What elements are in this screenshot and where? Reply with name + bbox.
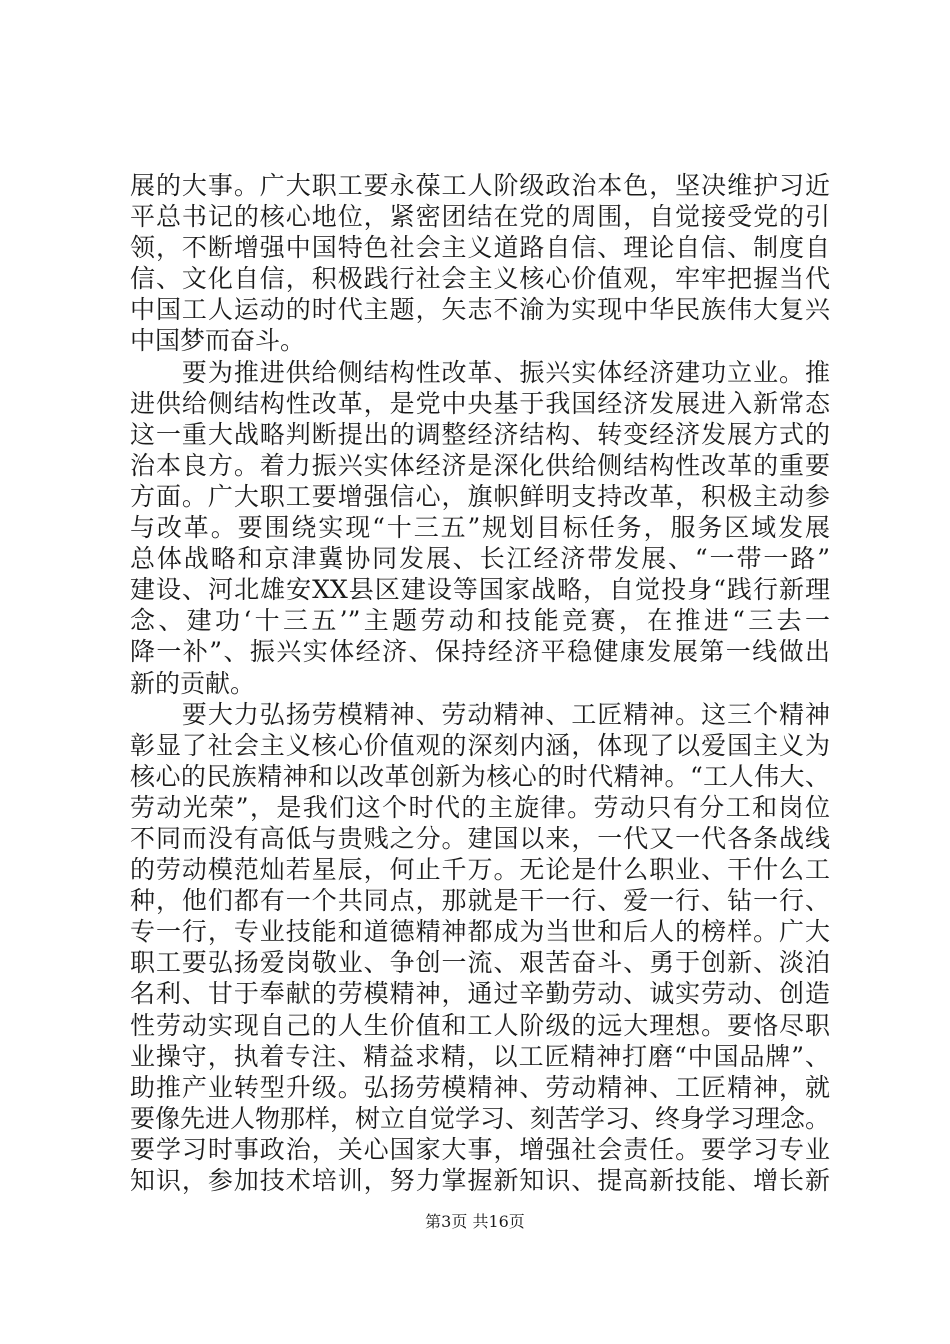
text-line: 治本良方。着力振兴实体经济是深化供给侧结构性改革的重要: [130, 450, 830, 480]
text-line: 新的贡献。: [130, 668, 256, 698]
text-line: 信、文化自信，积极践行社会主义核心价值观，牢牢把握当代: [130, 264, 830, 294]
text-line: 总体战略和京津冀协同发展、长江经济带发展、“一带一路”: [130, 544, 830, 574]
text-line: 专一行，专业技能和道德精神都成为当世和后人的榜样。广大: [130, 917, 830, 947]
text-line: 不同而没有高低与贵贱之分。建国以来，一代又一代各条战线: [130, 823, 830, 853]
page-number-footer: 第3页 共16页: [425, 1212, 525, 1231]
text-line: 领，不断增强中国特色社会主义道路自信、理论自信、制度自: [130, 233, 830, 263]
text-line: 业操守，执着专注、精益求精，以工匠精神打磨“中国品牌”、: [130, 1041, 830, 1071]
text-line: 与改革。要围绕实现“十三五”规划目标任务，服务区域发展: [130, 513, 830, 543]
text-line: 要像先进人物那样，树立自觉学习、刻苦学习、终身学习理念。: [130, 1103, 831, 1133]
text-line: 展的大事。广大职工要永葆工人阶级政治本色，坚决维护习近: [130, 171, 830, 200]
text-line: 职工要弘扬爱岗敬业、争创一流、艰苦奋斗、勇于创新、淡泊: [130, 948, 830, 978]
text-line: 建设、河北雄安XX县区建设等国家战略，自觉投身“践行新理: [130, 575, 830, 605]
text-line: 彰显了社会主义核心价值观的深刻内涵，体现了以爱国主义为: [130, 730, 830, 760]
text-line: 念、建功‘十三五’”主题劳动和技能竞赛，在推进“三去一: [130, 606, 830, 636]
text-line: 要学习时事政治，关心国家大事，增强社会责任。要学习专业: [130, 1134, 830, 1164]
text-line: 中国工人运动的时代主题，矢志不渝为实现中华民族伟大复兴: [130, 295, 830, 325]
text-line: 核心的民族精神和以改革创新为核心的时代精神。“工人伟大、: [130, 761, 830, 791]
text-line: 降一补”、振兴实体经济、保持经济平稳健康发展第一线做出: [130, 637, 830, 667]
body-text: [130, 170, 830, 1196]
text-line: 要为推进供给侧结构性改革、振兴实体经济建功立业。推: [130, 357, 830, 387]
text-line: 助推产业转型升级。弘扬劳模精神、劳动精神、工匠精神，就: [130, 1072, 830, 1102]
text-line: 性劳动实现自己的人生价值和工人阶级的远大理想。要恪尽职: [130, 1010, 830, 1040]
text-line: 方面。广大职工要增强信心，旗帜鲜明支持改革，积极主动参: [130, 481, 830, 511]
text-line: 中国梦而奋斗。: [130, 326, 306, 356]
text-line: 种，他们都有一个共同点，那就是干一行、爱一行、钻一行、: [130, 886, 830, 916]
text-line: 名利、甘于奉献的劳模精神，通过辛勤劳动、诚实劳动、创造: [130, 979, 830, 1009]
text-line: 要大力弘扬劳模精神、劳动精神、工匠精神。这三个精神: [130, 699, 830, 729]
text-line: 的劳动模范灿若星辰，何止千万。无论是什么职业、干什么工: [130, 855, 830, 885]
text-line: 这一重大战略判断提出的调整经济结构、转变经济发展方式的: [130, 419, 830, 449]
text-line: 劳动光荣”，是我们这个时代的主旋律。劳动只有分工和岗位: [130, 792, 830, 822]
text-line: 平总书记的核心地位，紧密团结在党的周围，自觉接受党的引: [130, 202, 830, 232]
text-line: 进供给侧结构性改革，是党中央基于我国经济发展进入新常态: [130, 388, 830, 418]
text-line: 知识，参加技术培训，努力掌握新知识、提高新技能、增长新: [130, 1166, 830, 1195]
